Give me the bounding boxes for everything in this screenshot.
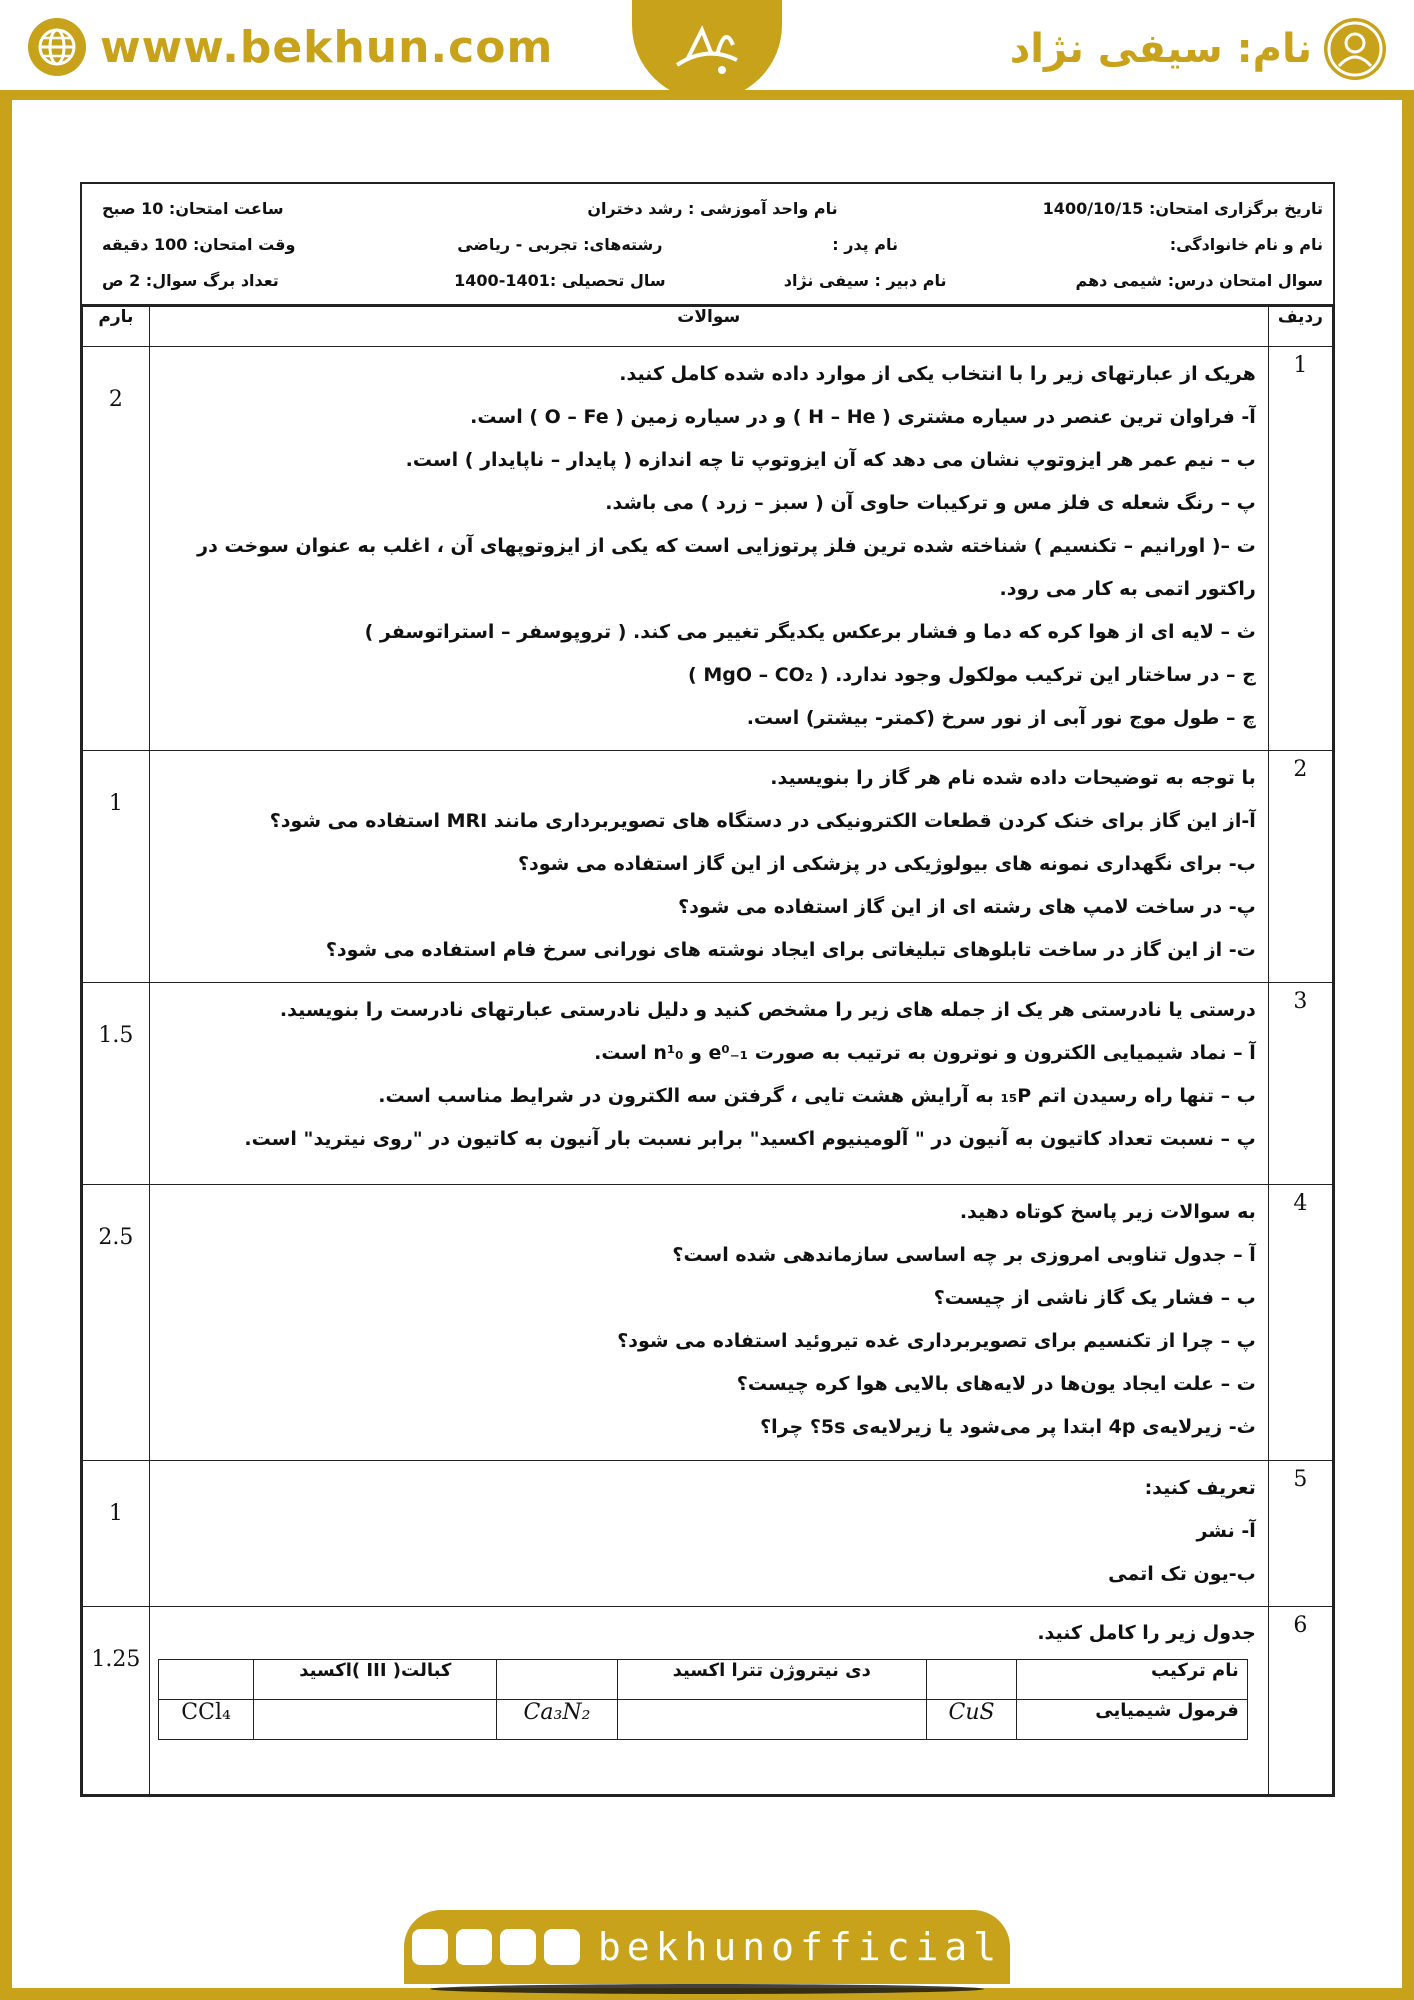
question-line: ت –( اورانیم – تکنسیم ) شناخته شده ترین فلز پرتوزایی است که یکی از ایزوتوپهای آن ، اغلب به عنوان سوخت در <box>197 535 1256 557</box>
question-line: آ- نشر <box>1196 1520 1256 1542</box>
table-cell: CuS <box>926 1700 1017 1740</box>
question-line: ت- از این گاز در ساخت تابلوهای تبلیغاتی برای ایجاد نوشته های نورانی سرخ فام استفاده می شود؟ <box>325 939 1256 961</box>
page-count: تعداد برگ سوال: 2 ص <box>102 270 279 290</box>
table-cell: دی نیتروژن تترا اکسید <box>617 1660 926 1700</box>
question-number: 3 <box>1268 983 1332 1185</box>
table-cell: کبالت( III )اکسید <box>254 1660 497 1700</box>
question-line: ث – لایه ای از هوا کره که دما و فشار برعکس یکدیگر تغییر می کند. ( تروپوسفر – استراتوسفر ) <box>364 621 1256 643</box>
instagram-icon[interactable] <box>544 1929 580 1965</box>
question-score: 1.5 <box>83 983 150 1185</box>
question-line: درستی یا نادرستی هر یک از جمله های زیر را مشخص کنید و دلیل نادرستی عبارتهای نادرست را بنویسید. <box>279 999 1256 1021</box>
question-number: 1 <box>1268 347 1332 751</box>
name-label: نام: سیفی نژاد <box>1009 26 1312 72</box>
footer-shadow <box>430 1984 984 1994</box>
father-name: نام پدر : <box>832 234 898 254</box>
col-score: بارم <box>83 307 150 347</box>
user-icon <box>1324 18 1386 80</box>
student-full-name: نام و نام خانوادگی: <box>1169 234 1323 254</box>
question-line: راکتور اتمی به کار می رود. <box>999 578 1256 600</box>
question-line: آ-از این گاز برای خنک کردن قطعات الکترونیکی در دستگاه های تصویربرداری مانند MRI استفاده می شود؟ <box>269 810 1256 832</box>
question-score: 1 <box>83 1461 150 1607</box>
question-score: 1 <box>83 751 150 983</box>
aparat-icon[interactable] <box>412 1929 448 1965</box>
question-line: آ – جدول تناوبی امروزی بر چه اساسی سازماندهی شده است؟ <box>672 1244 1256 1266</box>
question-score: 2 <box>83 347 150 751</box>
table-cell <box>617 1700 926 1740</box>
question-line: پ – رنگ شعله ی فلز مس و ترکیبات حاوی آن ( سبز – زرد ) می باشد. <box>605 492 1256 514</box>
question-row <box>83 1607 1333 1795</box>
question-number: 4 <box>1268 1185 1332 1461</box>
question-number: 2 <box>1268 751 1332 983</box>
question-line: ت – علت ایجاد یون‌ها در لایه‌های بالایی هوا کره چیست؟ <box>736 1373 1256 1395</box>
question-row <box>83 1185 1333 1461</box>
youtube-icon[interactable] <box>456 1929 492 1965</box>
site-url[interactable]: www.bekhun.com <box>100 21 554 73</box>
question-line: تعریف کنید: <box>1144 1477 1256 1499</box>
question-line: با توجه به توضیحات داده شده نام هر گاز را بنویسید. <box>770 767 1256 789</box>
question-line: جدول زیر را کامل کنید. <box>1037 1622 1256 1644</box>
top-banner <box>0 0 1414 100</box>
question-number: 5 <box>1268 1461 1332 1607</box>
question-line: ج – در ساختار این ترکیب مولکول وجود ندارد. ( MgO – CO₂ ) <box>688 664 1256 686</box>
subject: سوال امتحان درس: شیمی دهم <box>1075 270 1323 290</box>
table-cell: CCl₄ <box>158 1700 254 1740</box>
question-line: پ – چرا از تکنسیم برای تصویربرداری غده تیروئید استفاده می شود؟ <box>617 1330 1256 1352</box>
teacher: نام دبیر : سیفی نژاد <box>783 270 947 290</box>
question-row <box>83 983 1333 1185</box>
table-cell <box>926 1660 1017 1700</box>
footer-social-bar <box>404 1910 1010 1984</box>
table-cell: فرمول شیمیایی <box>1017 1700 1247 1740</box>
question-line: پ- در ساخت لامپ های رشته ای از این گاز استفاده می شود؟ <box>678 896 1256 918</box>
compound-table <box>158 1659 1248 1740</box>
question-line: ب- برای نگهداری نمونه های بیولوژیکی در پزشکی از این گاز استفاده می شود؟ <box>518 853 1256 875</box>
question-score: 1.25 <box>83 1607 150 1795</box>
brand-logo <box>632 0 782 100</box>
school-unit: نام واحد آموزشی : رشد دختران <box>587 198 838 218</box>
exam-sheet <box>80 182 1335 1797</box>
table-cell <box>158 1660 254 1700</box>
globe-icon <box>28 18 86 76</box>
exam-date: تاریخ برگزاری امتحان: 1400/10/15 <box>1042 198 1323 218</box>
question-score: 2.5 <box>83 1185 150 1461</box>
question-line: ب – تنها راه رسیدن اتم ₁₅P به آرایش هشت تایی ، گرفتن سه الکترون در شرایط مناسب است. <box>378 1085 1256 1107</box>
exam-header <box>82 184 1333 306</box>
table-cell: Ca₃N₂ <box>497 1700 617 1740</box>
question-line: ث- زیرلایه‌ی 4p ابتدا پر می‌شود یا زیرلایه‌ی 5s؟ چرا؟ <box>760 1416 1256 1438</box>
telegram-icon[interactable] <box>500 1929 536 1965</box>
question-line: چ – طول موج نور آبی از نور سرخ (کمتر- بیشتر) است. <box>746 707 1256 729</box>
student-name <box>1010 18 1386 80</box>
social-icons <box>412 1929 580 1965</box>
exam-time: ساعت امتحان: 10 صبح <box>102 198 284 218</box>
question-line: آ- فراوان ترین عنصر در سیاره مشتری ( H – He ) و در سیاره زمین ( O – Fe ) است. <box>470 406 1256 428</box>
table-cell <box>497 1660 617 1700</box>
table-cell <box>254 1700 497 1740</box>
exam-duration: وقت امتحان: 100 دقیقه <box>102 234 296 254</box>
question-line: آ – نماد شیمیایی الکترون و نوترون به ترتیب به صورت e⁰₋₁ و n¹₀ است. <box>594 1042 1256 1064</box>
question-line: ب – نیم عمر هر ایزوتوپ نشان می دهد که آن ایزوتوپ تا چه اندازه ( پایدار – ناپایدار ) است. <box>405 449 1256 471</box>
question-line: ب – فشار یک گاز ناشی از چیست؟ <box>933 1287 1256 1309</box>
site-link[interactable] <box>28 18 553 76</box>
question-number: 6 <box>1268 1607 1332 1795</box>
question-line: ب-یون تک اتمی <box>1108 1563 1256 1585</box>
question-row <box>83 347 1333 751</box>
col-questions: سوالات <box>149 307 1268 347</box>
col-row: ردیف <box>1268 307 1332 347</box>
fields: رشته‌های: تجربی - ریاضی <box>457 234 663 254</box>
question-row <box>83 751 1333 983</box>
academic-year: سال تحصیلی :1401-1400 <box>454 270 666 290</box>
book-logo-icon <box>662 10 752 90</box>
question-line: پ – نسبت تعداد کاتیون به آنیون در " آلومینیوم اکسید" برابر نسبت بار آنیون به کاتیون در "روی نیترید" است. <box>244 1128 1256 1150</box>
question-line: هریک از عبارتهای زیر را با انتخاب یکی از موارد داده شده کامل کنید. <box>619 363 1256 385</box>
table-cell: نام ترکیب <box>1017 1660 1247 1700</box>
question-row <box>83 1461 1333 1607</box>
social-handle[interactable]: bekhunofficial <box>597 1925 1003 1969</box>
question-line: به سوالات زیر پاسخ کوتاه دهید. <box>959 1201 1256 1223</box>
questions-table <box>82 306 1333 1795</box>
